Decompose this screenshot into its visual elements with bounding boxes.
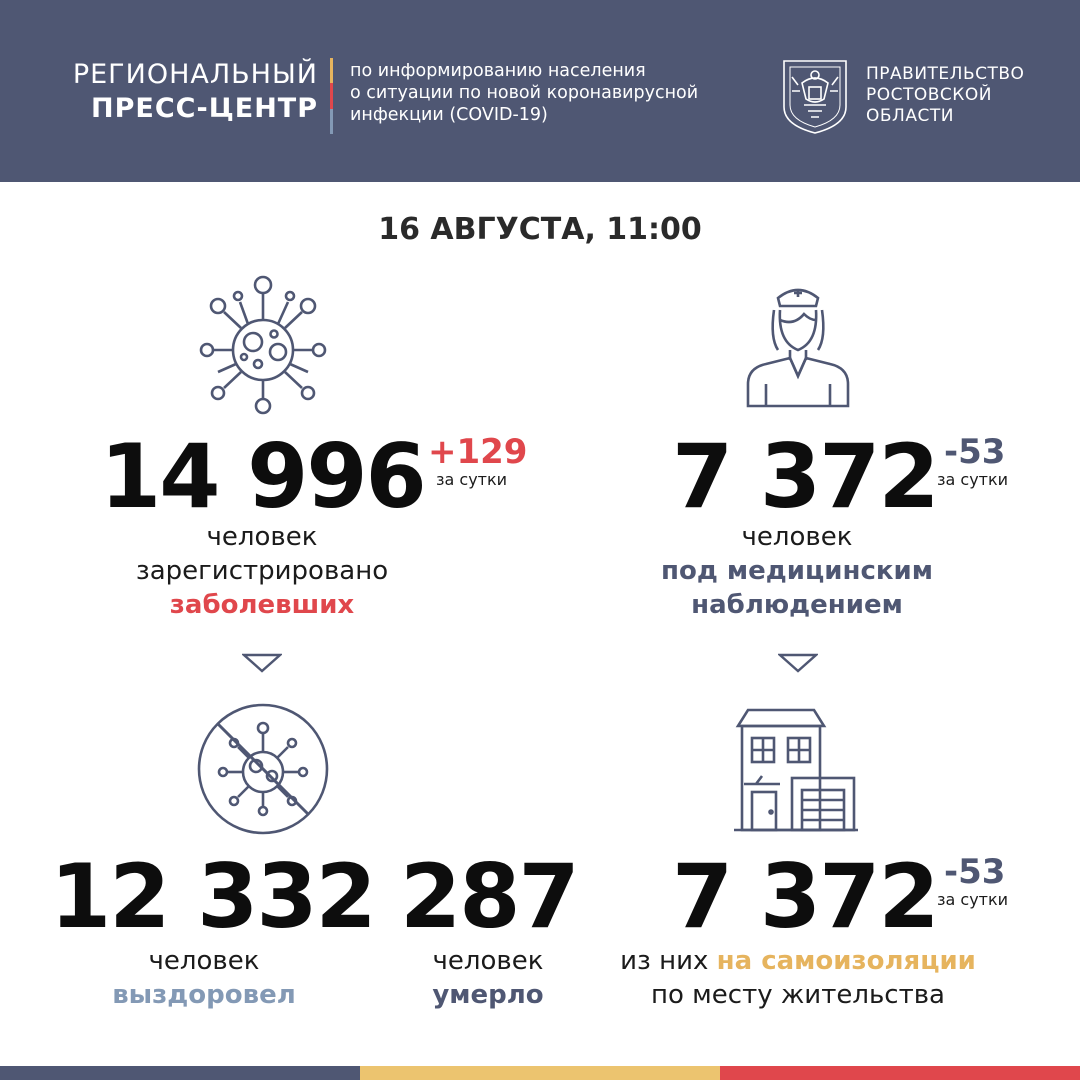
gov-line-1: ПРАВИТЕЛЬСТВО [866, 64, 1025, 84]
subtitle-line-1: по информированию населения [350, 61, 646, 81]
down-arrow-icon [242, 652, 282, 674]
died-caption [398, 944, 578, 1012]
observed-caption-line-1: человек [741, 522, 853, 552]
footer-stripe [0, 1066, 1080, 1080]
footer-segment-gold [360, 1066, 720, 1080]
isolation-caption-line-1 [596, 944, 1000, 978]
nurse-icon [744, 280, 852, 408]
died-caption-line-2: умерло [432, 980, 544, 1010]
report-date: 16 АВГУСТА, 11:00 [378, 212, 702, 247]
registered-caption [112, 520, 412, 622]
down-arrow-icon [778, 652, 818, 674]
subtitle-line-3: инфекции (COVID-19) [350, 105, 548, 125]
header-banner [0, 0, 1080, 182]
registered-count: 14 996 [100, 425, 425, 528]
press-center-brand [73, 58, 318, 126]
recovered-caption-line-2: выздоровел [112, 980, 296, 1010]
observed-count: 7 372 [672, 425, 938, 528]
press-center-subtitle [350, 60, 698, 126]
isolation-delta: -53 [944, 852, 1006, 892]
footer-segment-red [720, 1066, 1080, 1080]
isolation-caption-line-2: по месту жительства [651, 980, 945, 1010]
brand-color-bar [330, 58, 333, 134]
observed-caption [647, 520, 947, 622]
observed-delta-label: за сутки [937, 470, 1009, 489]
no-virus-icon [194, 700, 332, 838]
observed-caption-line-2: под медицинским [661, 556, 933, 586]
government-name [866, 64, 1024, 127]
isolation-caption-highlight: на самоизоляции [716, 946, 976, 976]
virus-icon [196, 272, 330, 416]
gov-line-2: РОСТОВСКОЙ [866, 85, 992, 105]
footer-segment-navy [0, 1066, 360, 1080]
subtitle-line-2: о ситуации по новой коронавирусной [350, 83, 699, 103]
registered-caption-line-1: человек [206, 522, 318, 552]
recovered-caption-line-1: человек [148, 946, 260, 976]
observed-delta: -53 [944, 432, 1006, 472]
isolation-count: 7 372 [672, 845, 938, 948]
isolation-delta-label: за сутки [937, 890, 1009, 909]
house-icon [734, 706, 858, 834]
coat-of-arms-icon [778, 55, 852, 137]
registered-delta-label: за сутки [436, 470, 508, 489]
recovered-count: 12 332 [50, 845, 375, 948]
isolation-caption [596, 944, 1000, 1012]
observed-caption-line-3: наблюдением [691, 590, 903, 620]
registered-caption-line-3: заболевших [169, 590, 355, 620]
registered-caption-line-2: зарегистрировано [135, 556, 389, 586]
brand-line-1: РЕГИОНАЛЬНЫЙ [72, 59, 318, 90]
registered-delta: +129 [428, 432, 528, 472]
recovered-caption [104, 944, 304, 1012]
died-caption-line-1: человек [432, 946, 544, 976]
died-count: 287 [400, 845, 578, 948]
brand-line-2: ПРЕСС-ЦЕНТР [91, 93, 318, 124]
gov-line-3: ОБЛАСТИ [866, 106, 954, 126]
isolation-caption-prefix: из них [620, 946, 709, 976]
